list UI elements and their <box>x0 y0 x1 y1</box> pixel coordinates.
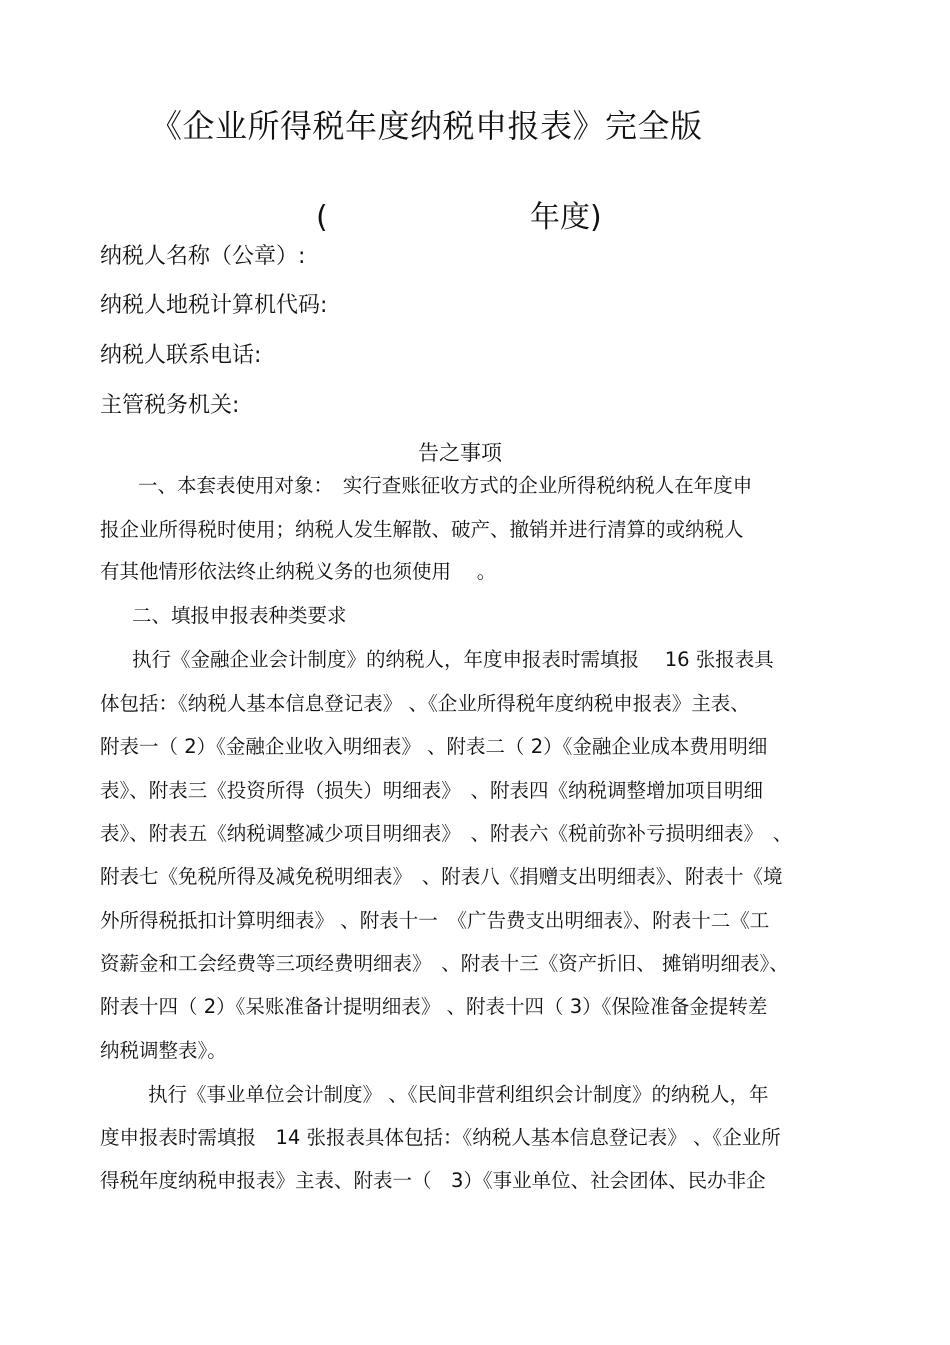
notice-line: 表》、附表五《纳税调整减少项目明细表》 、附表六《税前弥补亏损明细表》 、 <box>100 822 793 845</box>
notice-heading: 告之事项 <box>418 441 502 465</box>
notice-line: 执行《金融企业会计制度》的纳税人，年度申报表时需填报 16 张报表具 <box>132 648 774 671</box>
notice-line: 体包括：《纳税人基本信息登记表》 、《企业所得税年度纳税申报表》主表、 <box>100 692 750 715</box>
notice-line: 报企业所得税时使用；纳税人发生解散、破产、撤销并进行清算的或纳税人 <box>100 518 744 541</box>
year-label: 年度) <box>530 200 602 235</box>
notice-line: 有其他情形依法终止纳税义务的也须使用 。 <box>100 560 497 583</box>
taxpayer-code-field: 纳税人地税计算机代码: <box>100 293 328 318</box>
notice-line: 资薪金和工会经费等三项经费明细表》 、附表十三《资产折旧、 摊销明细表》、 <box>100 952 789 975</box>
taxpayer-phone-field: 纳税人联系电话: <box>100 343 262 368</box>
notice-line: 附表十四（ 2）《呆账准备计提明细表》 、附表十四（ 3）《保险准备金提转差 <box>100 995 768 1018</box>
notice-line: 纳税调整表》。 <box>100 1039 227 1062</box>
notice-line: 附表七《免税所得及减免税明细表》 、附表八《捐赠支出明细表》、附表十《境 <box>100 865 783 888</box>
notice-line: 表》、附表三《投资所得（损失）明细表》 、附表四《纳税调整增加项目明细 <box>100 779 764 802</box>
document-title: 《企业所得税年度纳税申报表》完全版 <box>150 107 703 145</box>
notice-section-heading: 二、填报申报表种类要求 <box>132 604 347 627</box>
notice-line: 外所得税抵扣计算明细表》 、附表十一 《广告费支出明细表》、附表十二《工 <box>100 909 770 932</box>
notice-line: 一、本套表使用对象： 实行查账征收方式的企业所得税纳税人在年度申 <box>138 474 753 497</box>
taxpayer-name-field: 纳税人名称（公章）: <box>100 244 306 269</box>
year-paren-open: ( <box>316 200 328 235</box>
notice-line: 度申报表时需填报 14 张报表具体包括：《纳税人基本信息登记表》 、《企业所 <box>100 1126 781 1149</box>
tax-authority-field: 主管税务机关: <box>100 393 240 418</box>
notice-line: 执行《事业单位会计制度》 、《民间非营利组织会计制度》的纳税人，年 <box>148 1083 769 1106</box>
notice-line: 附表一（ 2）《金融企业收入明细表》 、附表二（ 2）《金融企业成本费用明细 <box>100 735 768 758</box>
notice-line: 得税年度纳税申报表》主表、附表一（ 3）《事业单位、社会团体、民办非企 <box>100 1169 766 1192</box>
